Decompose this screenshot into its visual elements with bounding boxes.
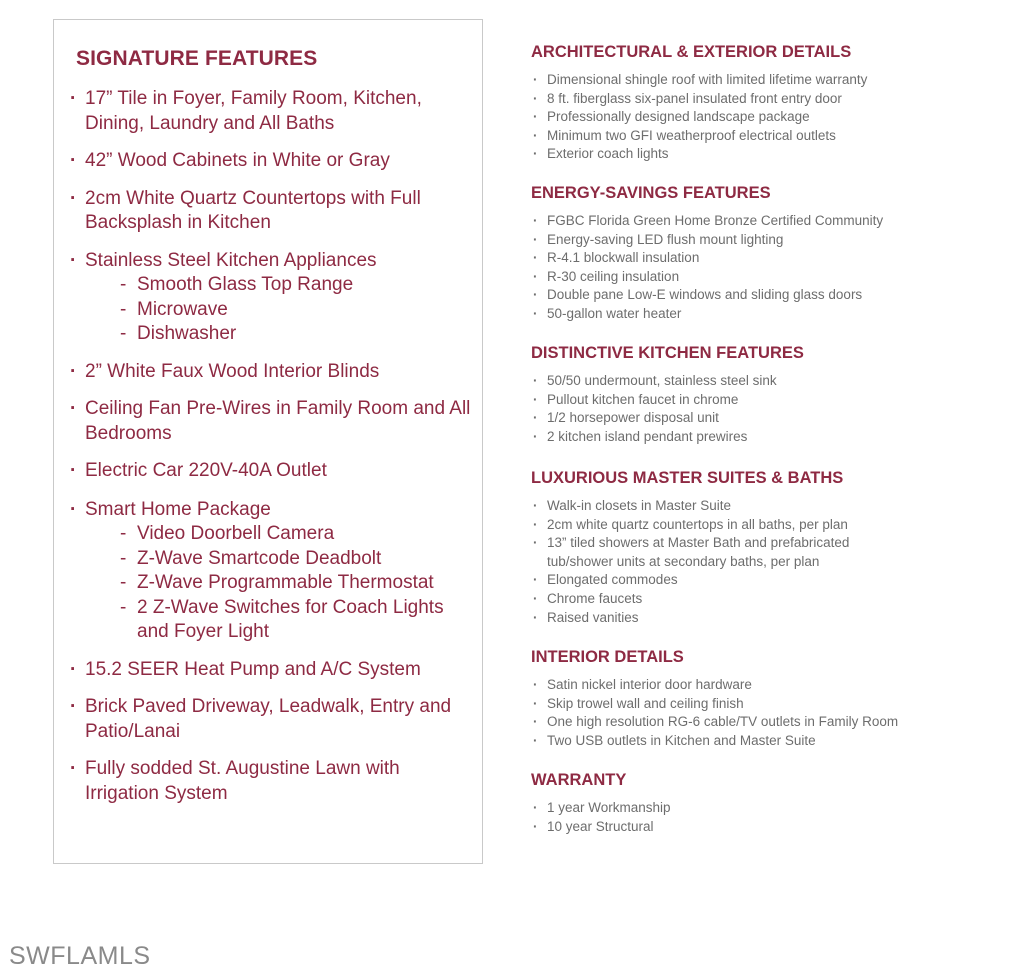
signature-feature-item <box>70 498 475 645</box>
section-list-item: · 1 year Workmanship <box>531 799 971 818</box>
section-list-item: · Two USB outlets in Kitchen and Master Suite <box>531 732 971 751</box>
signature-feature-item <box>70 695 475 744</box>
section-list-item: · Elongated commodes <box>531 571 971 590</box>
section-list-item: · Professionally designed landscape package <box>531 108 971 127</box>
section-list-item: · Energy-saving LED flush mount lighting <box>531 231 971 250</box>
signature-feature-label: 2” White Faux Wood Interior Blinds <box>85 360 380 382</box>
signature-feature-label: Ceiling Fan Pre-Wires in Family Room and All Bedrooms <box>85 398 471 444</box>
signature-feature-subitem: - Z-Wave Smartcode Deadbolt <box>120 547 475 572</box>
signature-feature-subitem: - Microwave <box>120 298 475 323</box>
signature-feature-item <box>70 149 475 174</box>
signature-feature-subitem: - Smooth Glass Top Range <box>120 273 475 298</box>
signature-feature-label: Electric Car 220V-40A Outlet <box>85 460 327 481</box>
signature-feature-item <box>70 249 475 347</box>
signature-feature-item <box>70 459 475 484</box>
section-title: ARCHITECTURAL & EXTERIOR DETAILS <box>531 43 852 61</box>
section-list-item: · 50/50 undermount, stainless steel sink <box>531 372 971 391</box>
section-list <box>531 372 971 446</box>
section-list-item: · Walk-in closets in Master Suite <box>531 497 971 516</box>
signature-features-box <box>53 19 483 864</box>
section-list-item: · Dimensional shingle roof with limited lifetime warranty <box>531 71 971 90</box>
section-list-item: · One high resolution RG-6 cable/TV outlets in Family Room <box>531 713 971 732</box>
signature-feature-subitem: - Video Doorbell Camera <box>120 522 475 547</box>
section-list <box>531 497 971 627</box>
signature-features-title: SIGNATURE FEATURES <box>76 47 318 70</box>
signature-feature-label: Smart Home Package <box>85 498 271 520</box>
section-list-item: · Double pane Low-E windows and sliding glass doors <box>531 286 971 305</box>
watermark-logo: SWFLAMLS <box>9 942 151 970</box>
signature-feature-item <box>70 360 475 385</box>
section-list-item: · 8 ft. fiberglass six-panel insulated front entry door <box>531 90 971 109</box>
section-list-item: · R-4.1 blockwall insulation <box>531 249 971 268</box>
signature-feature-sublist <box>85 522 475 645</box>
signature-feature-label: 15.2 SEER Heat Pump and A/C System <box>85 658 421 680</box>
section-list-item: · 13” tiled showers at Master Bath and prefabricated tub/shower units at secondary baths, per plan <box>531 534 892 571</box>
section-list-item: · FGBC Florida Green Home Bronze Certified Community <box>531 212 971 231</box>
signature-feature-label: Fully sodded St. Augustine Lawn with Irrigation System <box>85 758 400 804</box>
section-list-item: · R-30 ceiling insulation <box>531 268 971 287</box>
section-list-item: · 2cm white quartz countertops in all baths, per plan <box>531 516 971 535</box>
signature-feature-item <box>70 757 475 806</box>
signature-feature-subitem: - Z-Wave Programmable Thermostat <box>120 571 475 596</box>
signature-feature-label: 2cm White Quartz Countertops with Full Backsplash in Kitchen <box>85 187 421 233</box>
section-title: DISTINCTIVE KITCHEN FEATURES <box>531 344 804 362</box>
signature-feature-subitem: - Dishwasher <box>120 322 475 347</box>
signature-feature-item <box>70 87 475 136</box>
section-list <box>531 676 971 750</box>
section-title: LUXURIOUS MASTER SUITES & BATHS <box>531 469 844 487</box>
section-list <box>531 71 971 164</box>
signature-feature-label: Brick Paved Driveway, Leadwalk, Entry and Patio/Lanai <box>85 696 452 742</box>
section-list-item: · 1/2 horsepower disposal unit <box>531 409 971 428</box>
signature-feature-sublist <box>85 273 475 347</box>
signature-feature-label: 42” Wood Cabinets in White or Gray <box>85 150 390 171</box>
section-list-item: · 10 year Structural <box>531 818 971 837</box>
section-list <box>531 212 971 324</box>
section-title: INTERIOR DETAILS <box>531 648 684 666</box>
signature-feature-item <box>70 658 475 683</box>
signature-features-list <box>70 87 475 819</box>
signature-feature-label: Stainless Steel Kitchen Appliances <box>85 249 377 271</box>
signature-feature-item <box>70 187 475 236</box>
section-list-item: · Chrome faucets <box>531 590 971 609</box>
section-title: ENERGY-SAVINGS FEATURES <box>531 184 771 202</box>
section-list-item: · Pullout kitchen faucet in chrome <box>531 391 971 410</box>
section-list-item: · Exterior coach lights <box>531 145 971 164</box>
signature-feature-subitem: - 2 Z-Wave Switches for Coach Lights and Foyer Light <box>120 596 475 645</box>
section-list-item: · 50-gallon water heater <box>531 305 971 324</box>
signature-feature-label: 17” Tile in Foyer, Family Room, Kitchen, Dining, Laundry and All Baths <box>85 88 422 134</box>
section-list-item: · 2 kitchen island pendant prewires <box>531 428 971 447</box>
section-list-item: · Minimum two GFI weatherproof electrical outlets <box>531 127 971 146</box>
section-list-item: · Raised vanities <box>531 609 971 628</box>
section-list-item: · Satin nickel interior door hardware <box>531 676 971 695</box>
section-list <box>531 799 971 836</box>
section-list-item: · Skip trowel wall and ceiling finish <box>531 695 971 714</box>
section-title: WARRANTY <box>531 771 627 789</box>
signature-feature-item <box>70 397 475 446</box>
